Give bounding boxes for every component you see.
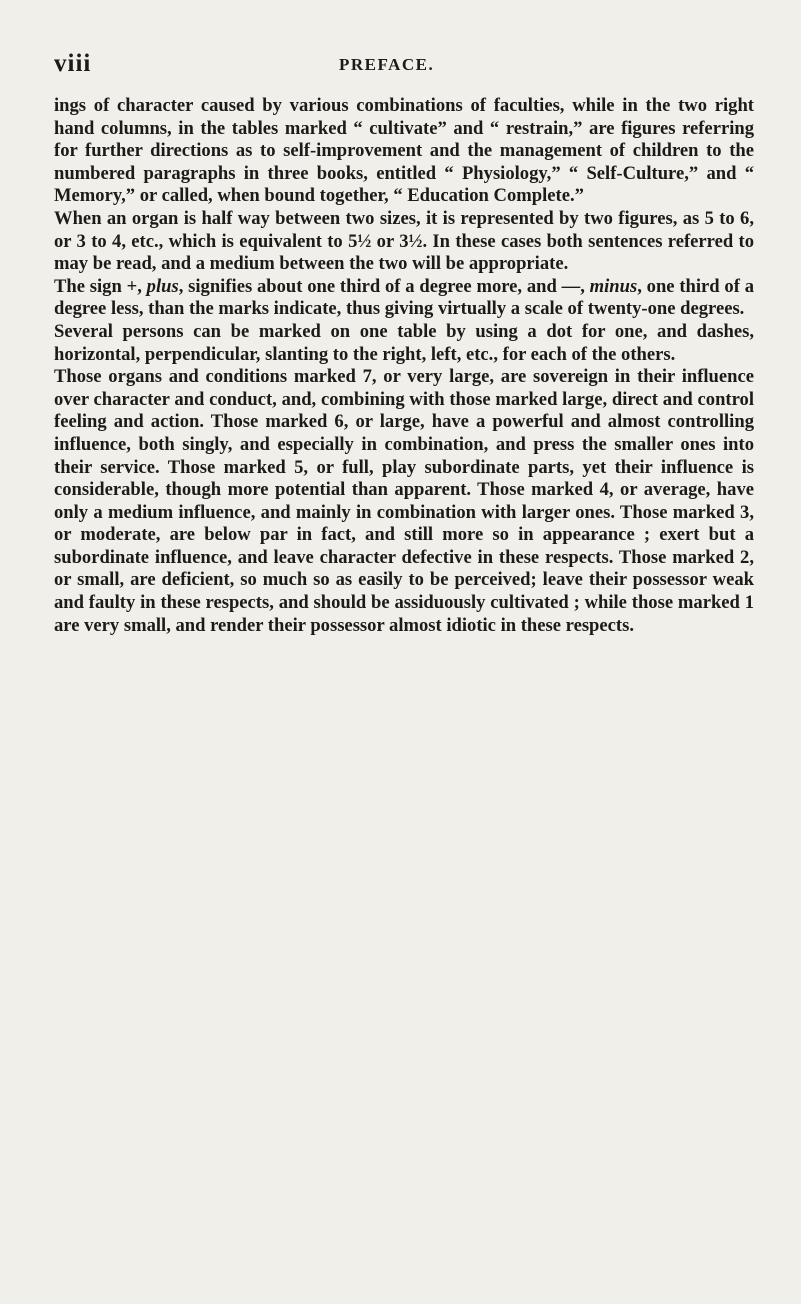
paragraph-continuation: ings of character caused by various combinations of faculties, while in the two right hand columns, in the tables marked “ cultivate” and “ restrain,” are figures referring for further directions as to self-improvement and the management of children to the numbered paragraphs in three books, entitled “ Physiology,” “ Self-Culture,” and “ Memory,” or called, when bound together, “ Education Complete.” <box>54 95 754 207</box>
signs-text-b: , signifies about one third of a degree more, and —, <box>178 275 590 297</box>
plus-term: plus <box>146 275 179 297</box>
minus-term: minus <box>589 275 638 297</box>
paragraph-several-persons: Several persons can be marked on one table by using a dot for one, and dashes, horizontal, perpendicular, slanting to the right, left, etc., for each of the others. <box>54 320 754 365</box>
paragraph-signs <box>54 276 754 321</box>
paragraph-half-sizes: When an organ is half way between two sizes, it is represented by two figures, as 5 to 6, or 3 to 4, etc., which is equivalent to 5½ or 3½. In these cases both sentences referred to may be read, and a medium between the two will be appropriate. <box>54 207 754 275</box>
paragraph-degree-meanings: Those organs and conditions marked 7, or very large, are sovereign in their influence over character and conduct, and, combining with those marked large, direct and control feeling and action. Those marked 6, or large, have a powerful and almost controlling influence, both singly, and especially in combination, and press the smaller ones into their service. Those marked 5, or full, play subordinate parts, yet their influence is considerable, though more potential than apparent. Those marked 4, or average, have only a medium influence, and mainly in combination with larger ones. Those marked 3, or moderate, are below par in fact, and still more so in appearance ; exert but a subordinate influence, and leave character defective in these respects. Those marked 2, or small, are deficient, so much so as easily to be perceived; leave their possessor weak and faulty in these respects, and should be assiduously cultivated ; while those marked 1 are very small, and render their possessor almost idiotic in these respects. <box>54 366 754 636</box>
signs-text-a: The sign +, <box>54 275 147 297</box>
body-text <box>54 95 754 637</box>
running-head: PREFACE. <box>339 55 435 74</box>
page-header <box>54 50 754 80</box>
page-number: viii <box>54 50 92 77</box>
signs-text-c: , one third of a degree less, than the marks indicate, thus giving virtually a scale of twenty-one degrees. <box>54 275 754 320</box>
